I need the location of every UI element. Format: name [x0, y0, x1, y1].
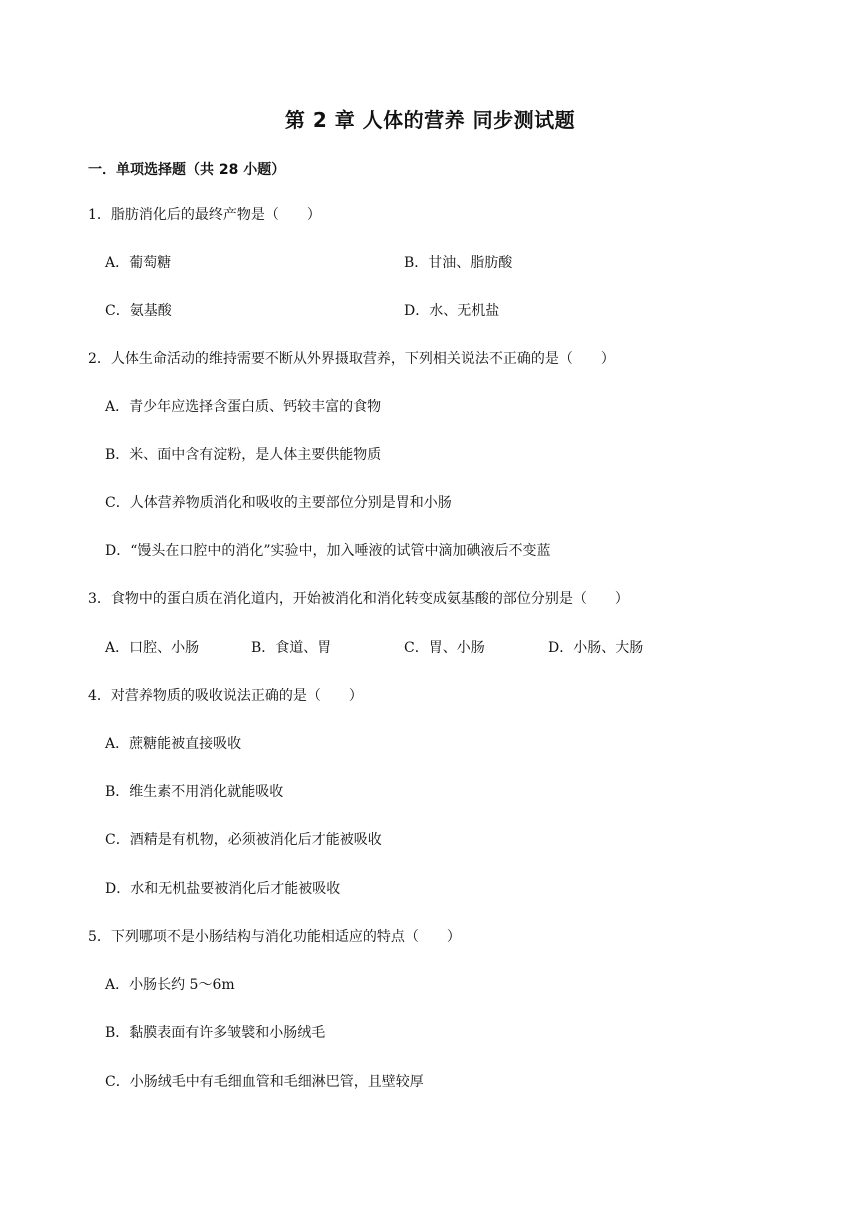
question-3-option-a: A．口腔、小肠: [105, 640, 200, 656]
question-1-option-c: C．氨基酸: [105, 303, 172, 319]
question-5-option-a: A．小肠长约 5～6m: [105, 977, 235, 993]
question-4-option-b: B．维生素不用消化就能吸收: [105, 784, 284, 800]
question-1-option-b: B．甘油、脂肪酸: [404, 255, 513, 271]
question-5-option-c: C．小肠绒毛中有毛细血管和毛细淋巴管，且壁较厚: [105, 1074, 424, 1090]
page-title: 第 2 章 人体的营养 同步测试题: [284, 108, 576, 132]
question-2-option-d: D．“馒头在口腔中的消化”实验中，加入唾液的试管中滴加碘液后不变蓝: [105, 543, 551, 559]
question-4-option-d: D．水和无机盐要被消化后才能被吸收: [105, 881, 341, 897]
question-1-option-a: A．葡萄糖: [105, 255, 172, 271]
question-3-option-d: D．小肠、大肠: [548, 640, 644, 656]
question-2-stem: 2．人体生命活动的维持需要不断从外界摄取营养，下列相关说法不正确的是（ ）: [88, 351, 615, 367]
question-3-option-c: C．胃、小肠: [404, 640, 485, 656]
question-2-option-c: C．人体营养物质消化和吸收的主要部位分别是胃和小肠: [105, 495, 452, 511]
question-1-option-d: D．水、无机盐: [404, 303, 500, 319]
question-4-option-c: C．酒精是有机物，必须被消化后才能被吸收: [105, 832, 382, 848]
question-4-stem: 4．对营养物质的吸收说法正确的是（ ）: [88, 688, 363, 704]
section-heading: 一．单项选择题（共 28 小题）: [88, 162, 286, 178]
question-4-option-a: A．蔗糖能被直接吸收: [105, 736, 242, 752]
question-1-stem: 1．脂肪消化后的最终产物是（ ）: [88, 207, 321, 223]
question-2-option-a: A．青少年应选择含蛋白质、钙较丰富的食物: [105, 399, 382, 415]
question-5-stem: 5．下列哪项不是小肠结构与消化功能相适应的特点（ ）: [88, 929, 461, 945]
question-3-stem: 3．食物中的蛋白质在消化道内，开始被消化和消化转变成氨基酸的部位分别是（ ）: [88, 591, 629, 607]
question-2-option-b: B．米、面中含有淀粉，是人体主要供能物质: [105, 447, 382, 463]
question-5-option-b: B．黏膜表面有许多皱襞和小肠绒毛: [105, 1025, 326, 1041]
question-3-option-b: B．食道、胃: [251, 640, 332, 656]
